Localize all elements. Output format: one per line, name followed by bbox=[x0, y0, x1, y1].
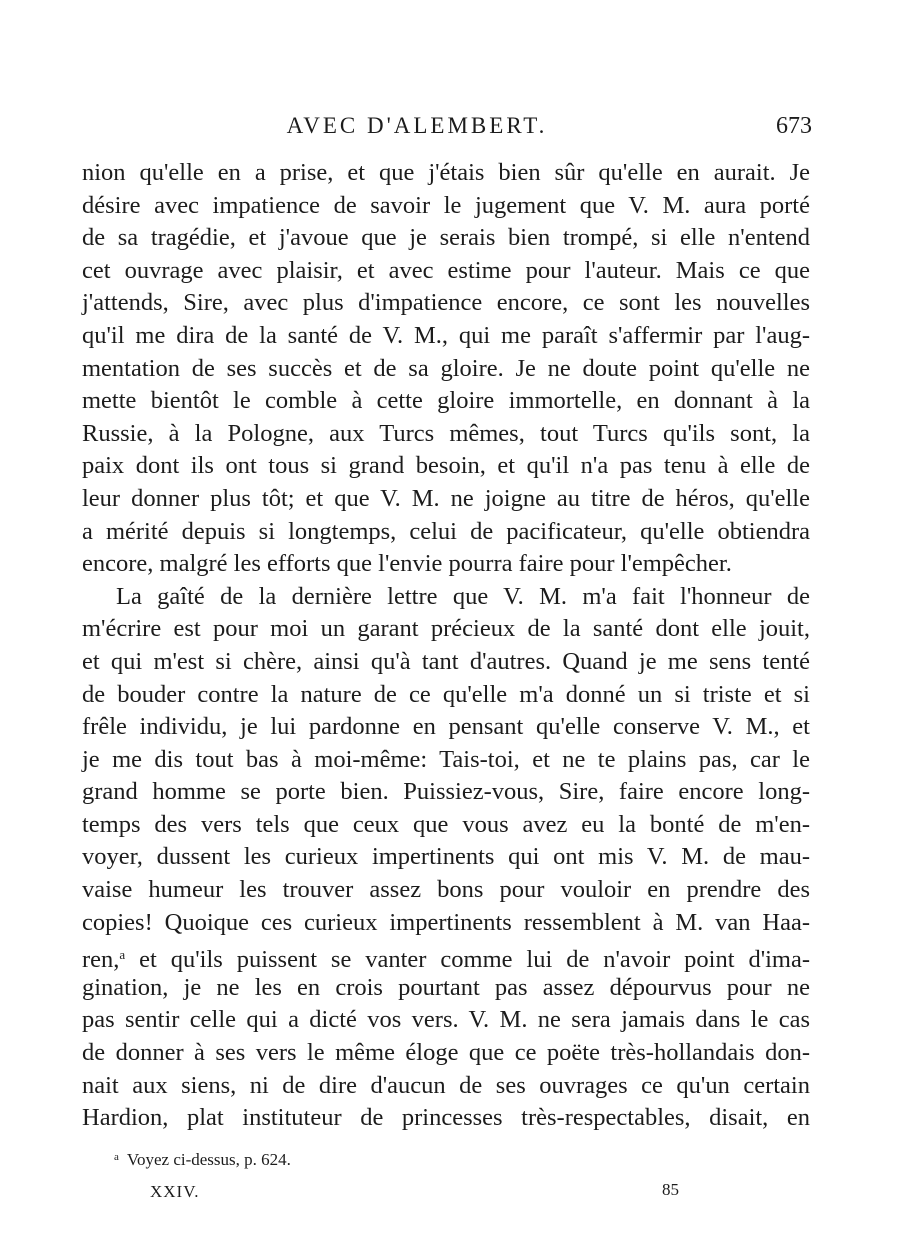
text-line: pas sentir celle qui a dicté vos vers. V. M. ne sera jamais dans le cas bbox=[82, 1006, 810, 1034]
text-line-with-footnote-ref bbox=[82, 939, 810, 972]
text-line: mette bientôt le comble à cette gloire immortelle, en donnant à la bbox=[82, 387, 810, 415]
text-line: La gaîté de la dernière lettre que V. M. m'a fait l'honneur de bbox=[116, 582, 810, 610]
text-line: j'attends, Sire, avec plus d'impatience encore, ce sont les nouvelles bbox=[82, 289, 810, 317]
text-line: Hardion, plat instituteur de princesses très-respectables, disait, en bbox=[82, 1104, 810, 1132]
text-line: de bouder contre la nature de ce qu'elle m'a donné un si triste et si bbox=[82, 680, 810, 708]
line-rest: et qu'ils puissent se vanter comme lui de n'avoir point d'ima- bbox=[125, 946, 810, 974]
running-head bbox=[82, 113, 812, 147]
text-line: leur donner plus tôt; et que V. M. ne joigne au titre de héros, qu'elle bbox=[82, 484, 810, 512]
text-line: m'écrire est pour moi un garant précieux de la santé dont elle jouit, bbox=[82, 615, 810, 643]
running-title: AVEC D'ALEMBERT. bbox=[286, 113, 548, 138]
body-text bbox=[82, 157, 810, 1135]
text-line: a mérité depuis si longtemps, celui de pacificateur, qu'elle obtiendra bbox=[82, 517, 810, 545]
text-line: copies! Quoique ces curieux impertinents ressemblent à M. van Haa- bbox=[82, 908, 810, 936]
text-line: de donner à ses vers le même éloge que ce poëte très-hollandais don- bbox=[82, 1039, 810, 1067]
footnote bbox=[114, 1150, 291, 1170]
text-line: nion qu'elle en a prise, et que j'étais bien sûr qu'elle en aurait. Je bbox=[82, 159, 810, 186]
text-line: mentation de ses succès et de sa gloire. Je ne doute point qu'elle ne bbox=[82, 354, 810, 382]
text-line: temps des vers tels que ceux que vous avez eu la bonté de m'en- bbox=[82, 810, 810, 838]
signature-mark: XXIV. bbox=[150, 1182, 200, 1201]
page-number: 673 bbox=[776, 113, 812, 139]
text-line: encore, malgré les efforts que l'envie pourra faire pour l'empêcher. bbox=[82, 550, 732, 578]
text-line: de sa tragédie, et j'avoue que je serais bien trompé, si elle n'entend bbox=[82, 224, 810, 252]
footnote-mark: a bbox=[114, 1151, 119, 1163]
text-line: désire avec impatience de savoir le jugement que V. M. aura porté bbox=[82, 191, 810, 219]
text-line: frêle individu, je lui pardonne en pensant qu'elle conserve V. M., et bbox=[82, 713, 810, 741]
text-line: voyer, dussent les curieux impertinents qui ont mis V. M. de mau- bbox=[82, 843, 810, 871]
text-line: grand homme se porte bien. Puissiez-vous, Sire, faire encore long- bbox=[82, 778, 810, 806]
text-line: et qui m'est si chère, ainsi qu'à tant d'autres. Quand je me sens tenté bbox=[82, 647, 810, 675]
footnote-text: Voyez ci-dessus, p. 624. bbox=[126, 1150, 291, 1169]
sheet-number: 85 bbox=[662, 1180, 679, 1199]
text-line: cet ouvrage avec plaisir, et avec estime pour l'auteur. Mais ce que bbox=[82, 256, 810, 284]
text-line: paix dont ils ont tous si grand besoin, et qu'il n'a pas tenu à elle de bbox=[82, 452, 810, 480]
text-line: gination, je ne les en crois pourtant pas assez dépourvus pour ne bbox=[82, 973, 810, 1001]
text-line: Russie, à la Pologne, aux Turcs mêmes, tout Turcs qu'ils sont, la bbox=[82, 419, 810, 447]
text-line: je me dis tout bas à moi-même: Tais-toi, et ne te plains pas, car le bbox=[82, 745, 810, 773]
text-line: nait aux siens, ni de dire d'aucun de ses ouvrages ce qu'un certain bbox=[82, 1071, 810, 1099]
footnote-ref: a bbox=[119, 947, 126, 963]
text-line: vaise humeur les trouver assez bons pour vouloir en prendre des bbox=[82, 876, 810, 904]
text-line: qu'il me dira de la santé de V. M., qui me paraît s'affermir par l'aug- bbox=[82, 321, 810, 349]
line-start: ren, bbox=[82, 946, 120, 974]
